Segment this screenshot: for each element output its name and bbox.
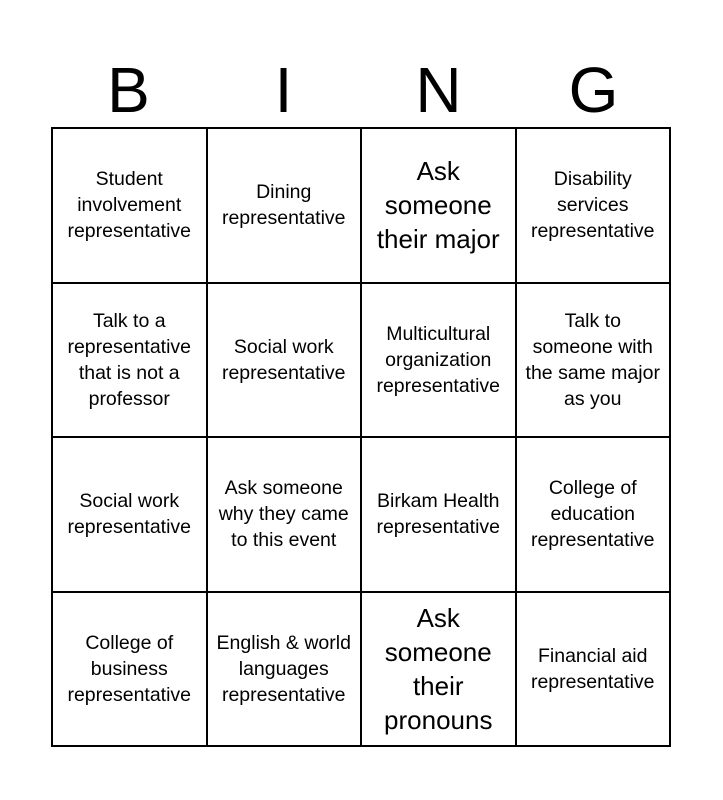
- bingo-cell[interactable]: Ask someone why they came to this event: [207, 437, 362, 592]
- bingo-cell[interactable]: Talk to a representative that is not a professor: [52, 283, 207, 438]
- bingo-cell[interactable]: Ask someone their major: [361, 128, 516, 283]
- header-letter-i: I: [274, 54, 293, 126]
- bingo-cell[interactable]: Multicultural organization representative: [361, 283, 516, 438]
- bingo-cell[interactable]: Social work representative: [207, 283, 362, 438]
- bingo-cell[interactable]: College of business representative: [52, 592, 207, 747]
- bingo-cell[interactable]: Birkam Health representative: [361, 437, 516, 592]
- bingo-cell[interactable]: Student involvement representative: [52, 128, 207, 283]
- bingo-cell[interactable]: Dining representative: [207, 128, 362, 283]
- bingo-cell[interactable]: Talk to someone with the same major as you: [516, 283, 671, 438]
- bingo-cell[interactable]: College of education representative: [516, 437, 671, 592]
- bingo-cell[interactable]: Financial aid representative: [516, 592, 671, 747]
- header-letter-g: G: [568, 54, 619, 126]
- bingo-header: [51, 52, 671, 128]
- header-letter-b: B: [107, 54, 150, 126]
- bingo-cell[interactable]: Ask someone their pronouns: [361, 592, 516, 747]
- header-letter-n: N: [415, 54, 462, 126]
- bingo-cell[interactable]: English & world languages representative: [207, 592, 362, 747]
- bingo-cell[interactable]: Social work representative: [52, 437, 207, 592]
- bingo-cell[interactable]: Disability services representative: [516, 128, 671, 283]
- bingo-board: [51, 127, 671, 747]
